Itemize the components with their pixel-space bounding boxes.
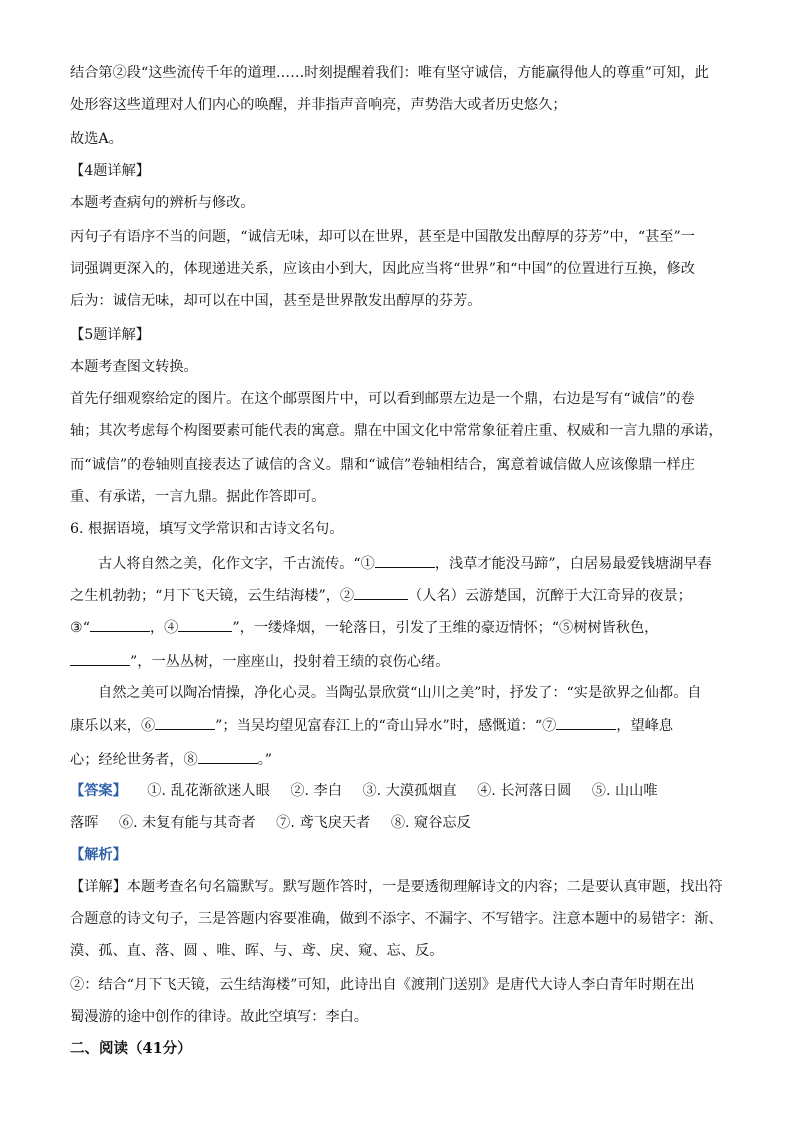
detail-label: 【详解】 <box>70 879 127 895</box>
text-span: 本题考查名句名篇默写。默写题作答时，一是要透彻理解诗文的内容；二是要认真审题，找出符 <box>126 879 723 895</box>
text-line: 而“诚信”的卷轴则直接表达了诚信的含义。鼎和“诚信”卷轴相结合，寓意着诚信做人应该像鼎一样庄 <box>70 457 695 473</box>
text-line: ②：结合“月下飞天镜，云生结海楼”可知，此诗出自《渡荆门送别》是唐代大诗人李白青年时期在出 <box>70 977 695 993</box>
question-line <box>70 586 692 605</box>
answer-item: ⑧. 窥谷忘反 <box>390 815 471 831</box>
text-span: ，望峰息 <box>616 718 674 734</box>
text-line: 合题意的诗文句子，三是答题内容要准确，做到不添字、不漏字、不写错字。注意本题中的易错字：渐、 <box>70 911 723 927</box>
blank-2 <box>354 586 408 600</box>
text-span: 心；经纶世务者，⑧ <box>70 752 198 768</box>
text-line: 结合第②段“这些流传千年的道理……时刻提醒着我们：唯有坚守诚信，方能赢得他人的尊重”可知，此 <box>70 65 709 81</box>
analysis-line <box>70 878 723 896</box>
text-line: 后为：诚信无味，却可以在中国，甚至是世界散发出醇厚的芬芳。 <box>70 293 482 309</box>
text-span: ”，一缕烽烟，一轮落日，引发了王维的豪迈情怀；“⑤树树皆秋色， <box>232 620 659 636</box>
answer-item: ⑤. 山山唯 <box>591 783 658 799</box>
question-line <box>70 652 449 671</box>
text-span: ，④ <box>149 620 179 636</box>
text-span: ，浅草才能没马蹄”，白居易最爱钱塘湖早春 <box>434 556 712 572</box>
text-line: 本题考查病句的辨析与修改。 <box>70 195 255 211</box>
text-span: （人名）云游楚国，沉醉于大江奇异的夜景； <box>408 588 692 604</box>
text-line: 本题考查图文转换。 <box>70 359 198 375</box>
text-line: 丙句子有语序不当的问题，“诚信无味，却可以在世界，甚至是中国散发出醇厚的芬芳”中，“甚至”一 <box>70 229 695 245</box>
text-line: 词强调更深入的，体现递进关系，应该由小到大，因此应当将“世界”和“中国”的位置进行互换，修改 <box>70 261 695 277</box>
text-span: 之生机勃勃；“月下飞天镜，云生结海楼”，② <box>70 588 355 604</box>
blank-1 <box>375 554 435 568</box>
answer-line <box>70 782 658 800</box>
text-span: ③“ <box>70 620 90 636</box>
question-line: 自然之美可以陶冶情操，净化心灵。当陶弘景欣赏“山川之美”时，抒发了：“实是欲界之仙都。自 <box>98 685 702 701</box>
text-line: 处形容这些道理对人们内心的唤醒，并非指声音响亮，声势浩大或者历史悠久； <box>70 97 567 113</box>
text-span: ”，一丛丛树，一座座山，投射着王绩的哀伤心绪。 <box>130 654 450 670</box>
text-line: 轴；其次考虑每个构图要素可能代表的寓意。鼎在中国文化中常常象征着庄重、权威和一言九鼎的承诺， <box>70 423 723 439</box>
section-heading-5: 【5题详解】 <box>70 327 150 343</box>
answer-line <box>70 814 471 832</box>
question-line <box>70 750 272 769</box>
text-span: 古人将自然之美，化作文字，千古流传。“① <box>98 556 375 572</box>
question-6-title: 6. 根据语境，填写文学常识和古诗文名句。 <box>70 521 344 537</box>
text-line: 蜀漫游的途中创作的律诗。故此空填写：李白。 <box>70 1009 368 1025</box>
text-span: ”；当吴均望见富春江上的“奇山异水”时，感慨道：“⑦ <box>215 718 557 734</box>
blank-6 <box>155 716 215 730</box>
text-span: 。” <box>257 752 273 768</box>
blank-7 <box>556 716 616 730</box>
blank-5 <box>70 652 130 666</box>
answer-item: ①. 乱花渐欲迷人眼 <box>147 783 270 799</box>
question-line <box>98 554 712 573</box>
section-heading-4: 【4题详解】 <box>70 163 150 179</box>
text-line: 故选A。 <box>70 131 123 147</box>
answer-label: 【答案】 <box>70 783 127 799</box>
answer-item: ⑥. 未复有能与其奇者 <box>118 815 256 831</box>
answer-item: 落晖 <box>70 815 99 831</box>
blank-4 <box>178 618 232 632</box>
question-line <box>70 618 658 637</box>
text-span: 康乐以来，⑥ <box>70 718 156 734</box>
text-line: 重、有承诺，一言九鼎。据此作答即可。 <box>70 489 326 505</box>
section-title: 二、阅读（41分） <box>70 1040 192 1057</box>
analysis-label: 【解析】 <box>70 847 127 863</box>
blank-3 <box>90 618 150 632</box>
text-line: 漠、孤、直、落、圆 、唯、晖、与、鸢、戾、窥、忘、反。 <box>70 943 444 959</box>
blank-8 <box>198 750 258 764</box>
answer-item: ③. 大漠孤烟直 <box>362 783 457 799</box>
question-line <box>70 716 673 735</box>
answer-item: ②. 李白 <box>290 783 342 799</box>
answer-item: ④. 长河落日圆 <box>477 783 572 799</box>
answer-item: ⑦. 鸢飞戾天者 <box>276 815 371 831</box>
text-line: 首先仔细观察给定的图片。在这个邮票图片中，可以看到邮票左边是一个鼎，右边是写有“诚信”的卷 <box>70 391 695 407</box>
